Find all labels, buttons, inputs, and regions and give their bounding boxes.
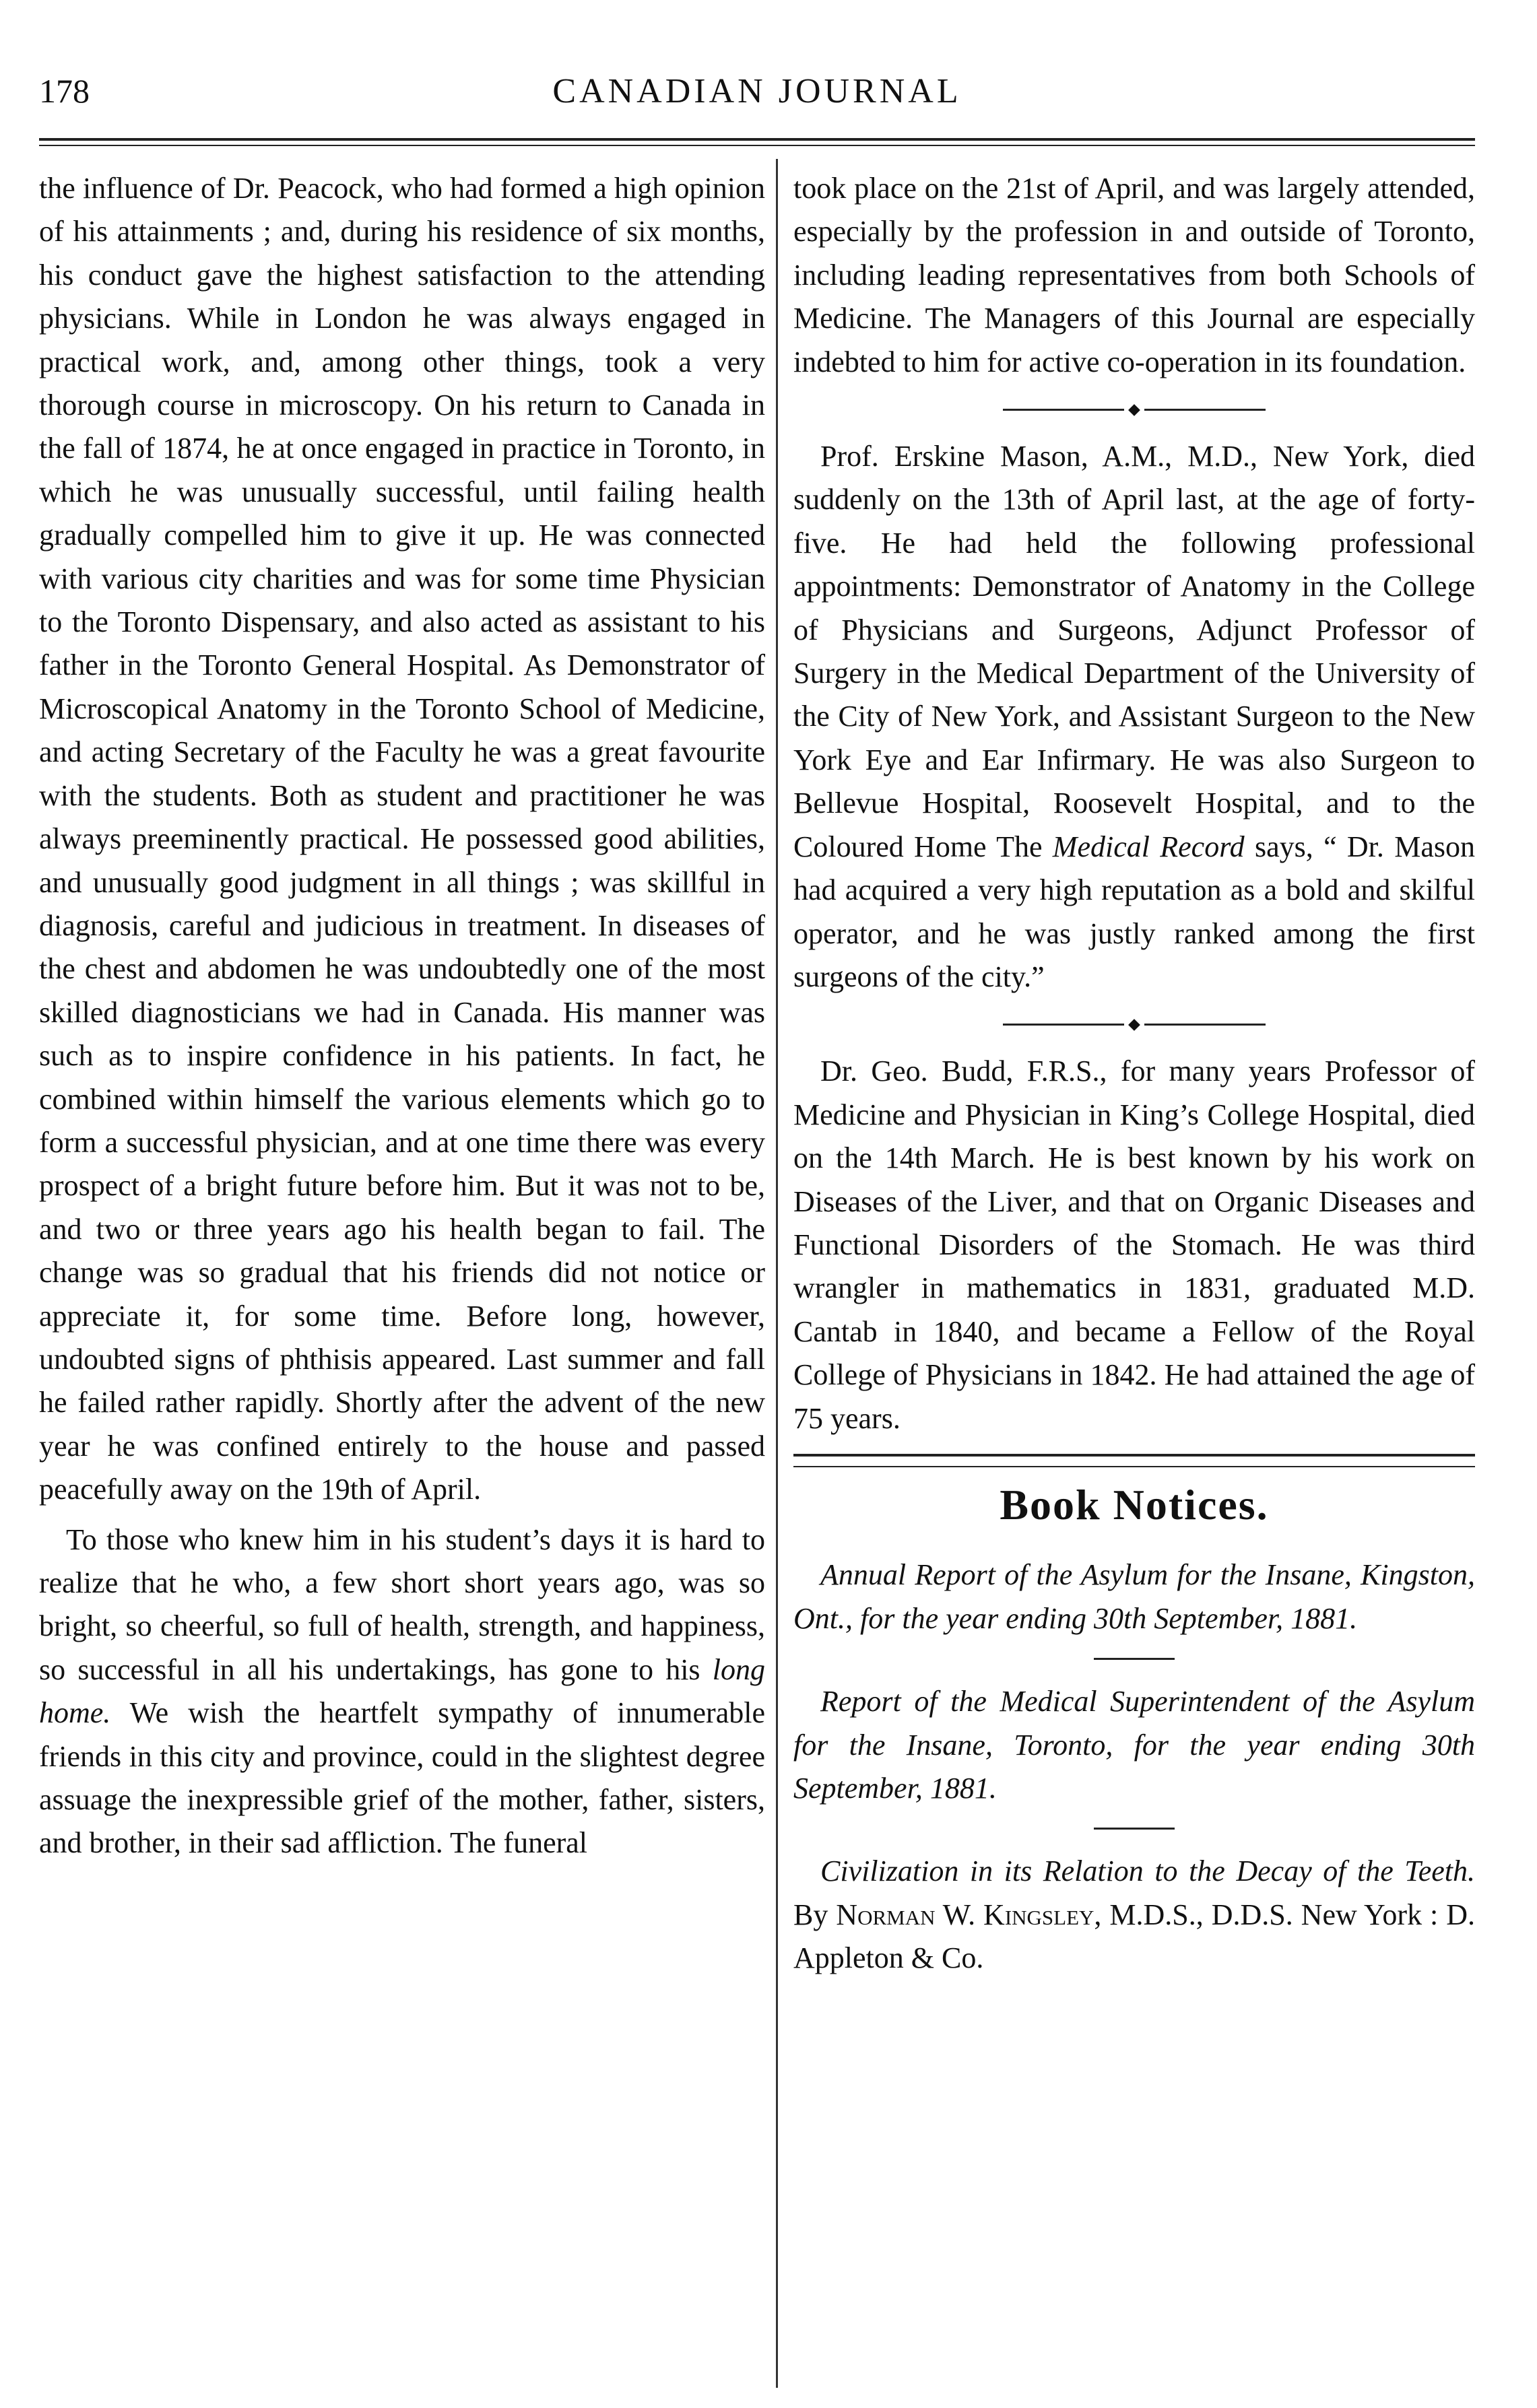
- header-rule-bottom: [39, 145, 1475, 146]
- divider-line: [1144, 1024, 1266, 1026]
- book-notice-1: Annual Report of the Asylum for the Insane, Kingston, Ont., for the year ending 30th September, 1881.: [793, 1558, 1475, 1635]
- notice-separator: [1094, 1828, 1175, 1830]
- section-double-rule: [793, 1454, 1475, 1467]
- ornament-icon: ⬥: [1127, 1014, 1141, 1034]
- divider-line: [1003, 409, 1124, 411]
- ornament-divider: [793, 999, 1475, 1050]
- obituary-paragraph-2: [39, 1518, 765, 1865]
- italic-phrase: Medical Record: [1052, 830, 1245, 863]
- left-column: [39, 167, 765, 1865]
- funeral-paragraph: took place on the 21st of April, and was largely attended, especially by the profession in and outside of Toronto, including leading representatives from both Schools of Medicine. The Managers of this Journal are especially indebted to him for active co-operation in its foundation.: [793, 172, 1475, 378]
- book-notice-3: [793, 1850, 1475, 1980]
- notice-separator: [1094, 1658, 1175, 1660]
- divider-line: [1144, 409, 1266, 411]
- book-author: Norman W. Kingsley,: [836, 1898, 1102, 1931]
- book-notice-2: Report of the Medical Superintendent of the Asylum for the Insane, Toronto, for the year ending 30th September, 1881.: [793, 1685, 1475, 1805]
- ornament-divider: [793, 384, 1475, 435]
- column-divider: [776, 159, 778, 2388]
- header-rule-top: [39, 138, 1475, 141]
- divider-line: [1003, 1024, 1124, 1026]
- section-heading: Book Notices.: [1000, 1480, 1269, 1529]
- obituary-paragraph-1: the influence of Dr. Peacock, who had formed a high opinion of his attainments ; and, during his residence of six months, his conduct gave the highest satisfaction to the attending physicians. While in London he was always engaged in practical work, and, among other things, took a very thorough course in microscopy. On his return to Canada in the fall of 1874, he at once engaged in practice in Toronto, in which he was unusually successful, until failing health gradually compelled him to give it up. He was connected with various city charities and was for some time Physician to the Toronto Dispensary, and also acted as assistant to his father in the Toronto General Hospital. As Demonstrator of Microscopical Anatomy in the Toronto School of Medicine, and acting Secretary of the Faculty he was a great favourite with the students. Both as student and practitioner he was always preeminently practical. He possessed good abilities, and unusually good judgment in all things ; was skillful in diagnosis, careful and judicious in treatment. In diseases of the chest and abdomen he was undoubtedly one of the most skilled diagnosticians we had in Canada. His manner was such as to inspire confidence in his patients. In fact, he combined within himself the various elements which go to form a successful physician, and at one time there was every prospect of a bright future before him. But it was not to be, and two or three years ago his health began to fail. The change was so gradual that his friends did not notice or appreciate it, for some time. Before long, however, undoubted signs of phthisis appeared. Last summer and fall he failed rather rapidly. Shortly after the advent of the new year he was confined entirely to the house and passed peacefully away on the 19th of April.: [39, 172, 765, 1506]
- paragraph-text: We wish the heartfelt sympathy of innumerable friends in this city and province, could in the slightest degree assuage the inexpressible grief of the mother, father, sisters, and brother, in their sad affliction. The funeral: [39, 1696, 765, 1860]
- running-title: CANADIAN JOURNAL: [552, 72, 962, 110]
- budd-obituary: Dr. Geo. Budd, F.R.S., for many years Professor of Medicine and Physician in King’s College Hospital, died on the 14th March. He is best known by his work on Diseases of the Liver, and that on Organic Diseases and Functional Disorders of the Stomach. He was third wrangler in mathematics in 1831, graduated M.D. Cantab in 1840, and became a Fellow of the Royal College of Physicians in 1842. He had attained the age of 75 years.: [793, 1055, 1475, 1435]
- book-title: Civilization in its Relation to the Decay of the Teeth.: [820, 1854, 1475, 1888]
- page-header: [39, 46, 1475, 133]
- right-column: [793, 167, 1475, 1980]
- ornament-icon: ⬥: [1127, 399, 1141, 419]
- paragraph-text: By: [793, 1898, 837, 1931]
- mason-obituary: [793, 435, 1475, 999]
- book-publisher: M.D.S., D.D.S. New York : D. Appleton & Co.: [793, 1898, 1475, 1975]
- paragraph-text: Prof. Erskine Mason, A.M., M.D., New York, died suddenly on the 13th of April last, at the age of forty-five. He had held the following professional appointments: Demonstrator of Anatomy in the College of Physicians and Surgeons, Adjunct Professor of Surgery in the Medical Department of the University of the City of New York, and Assistant Surgeon to the New York Eye and Ear Infirmary. He was also Surgeon to Bellevue Hospital, Roosevelt Hospital, and to the Coloured Home The: [793, 440, 1475, 863]
- paragraph-text: To those who knew him in his student’s days it is hard to realize that he who, a few short short years ago, was so bright, so cheerful, so full of health, strength, and happiness, so successful in all his undertakings, has gone to his: [39, 1523, 765, 1686]
- page-number: 178: [39, 72, 90, 110]
- italic-phrase: long home.: [39, 1652, 765, 1730]
- paragraph-text: says, “ Dr. Mason had acquired a very high reputation as a bold and skilful operator, and he was justly ranked among the first surgeons of the city.”: [793, 830, 1475, 993]
